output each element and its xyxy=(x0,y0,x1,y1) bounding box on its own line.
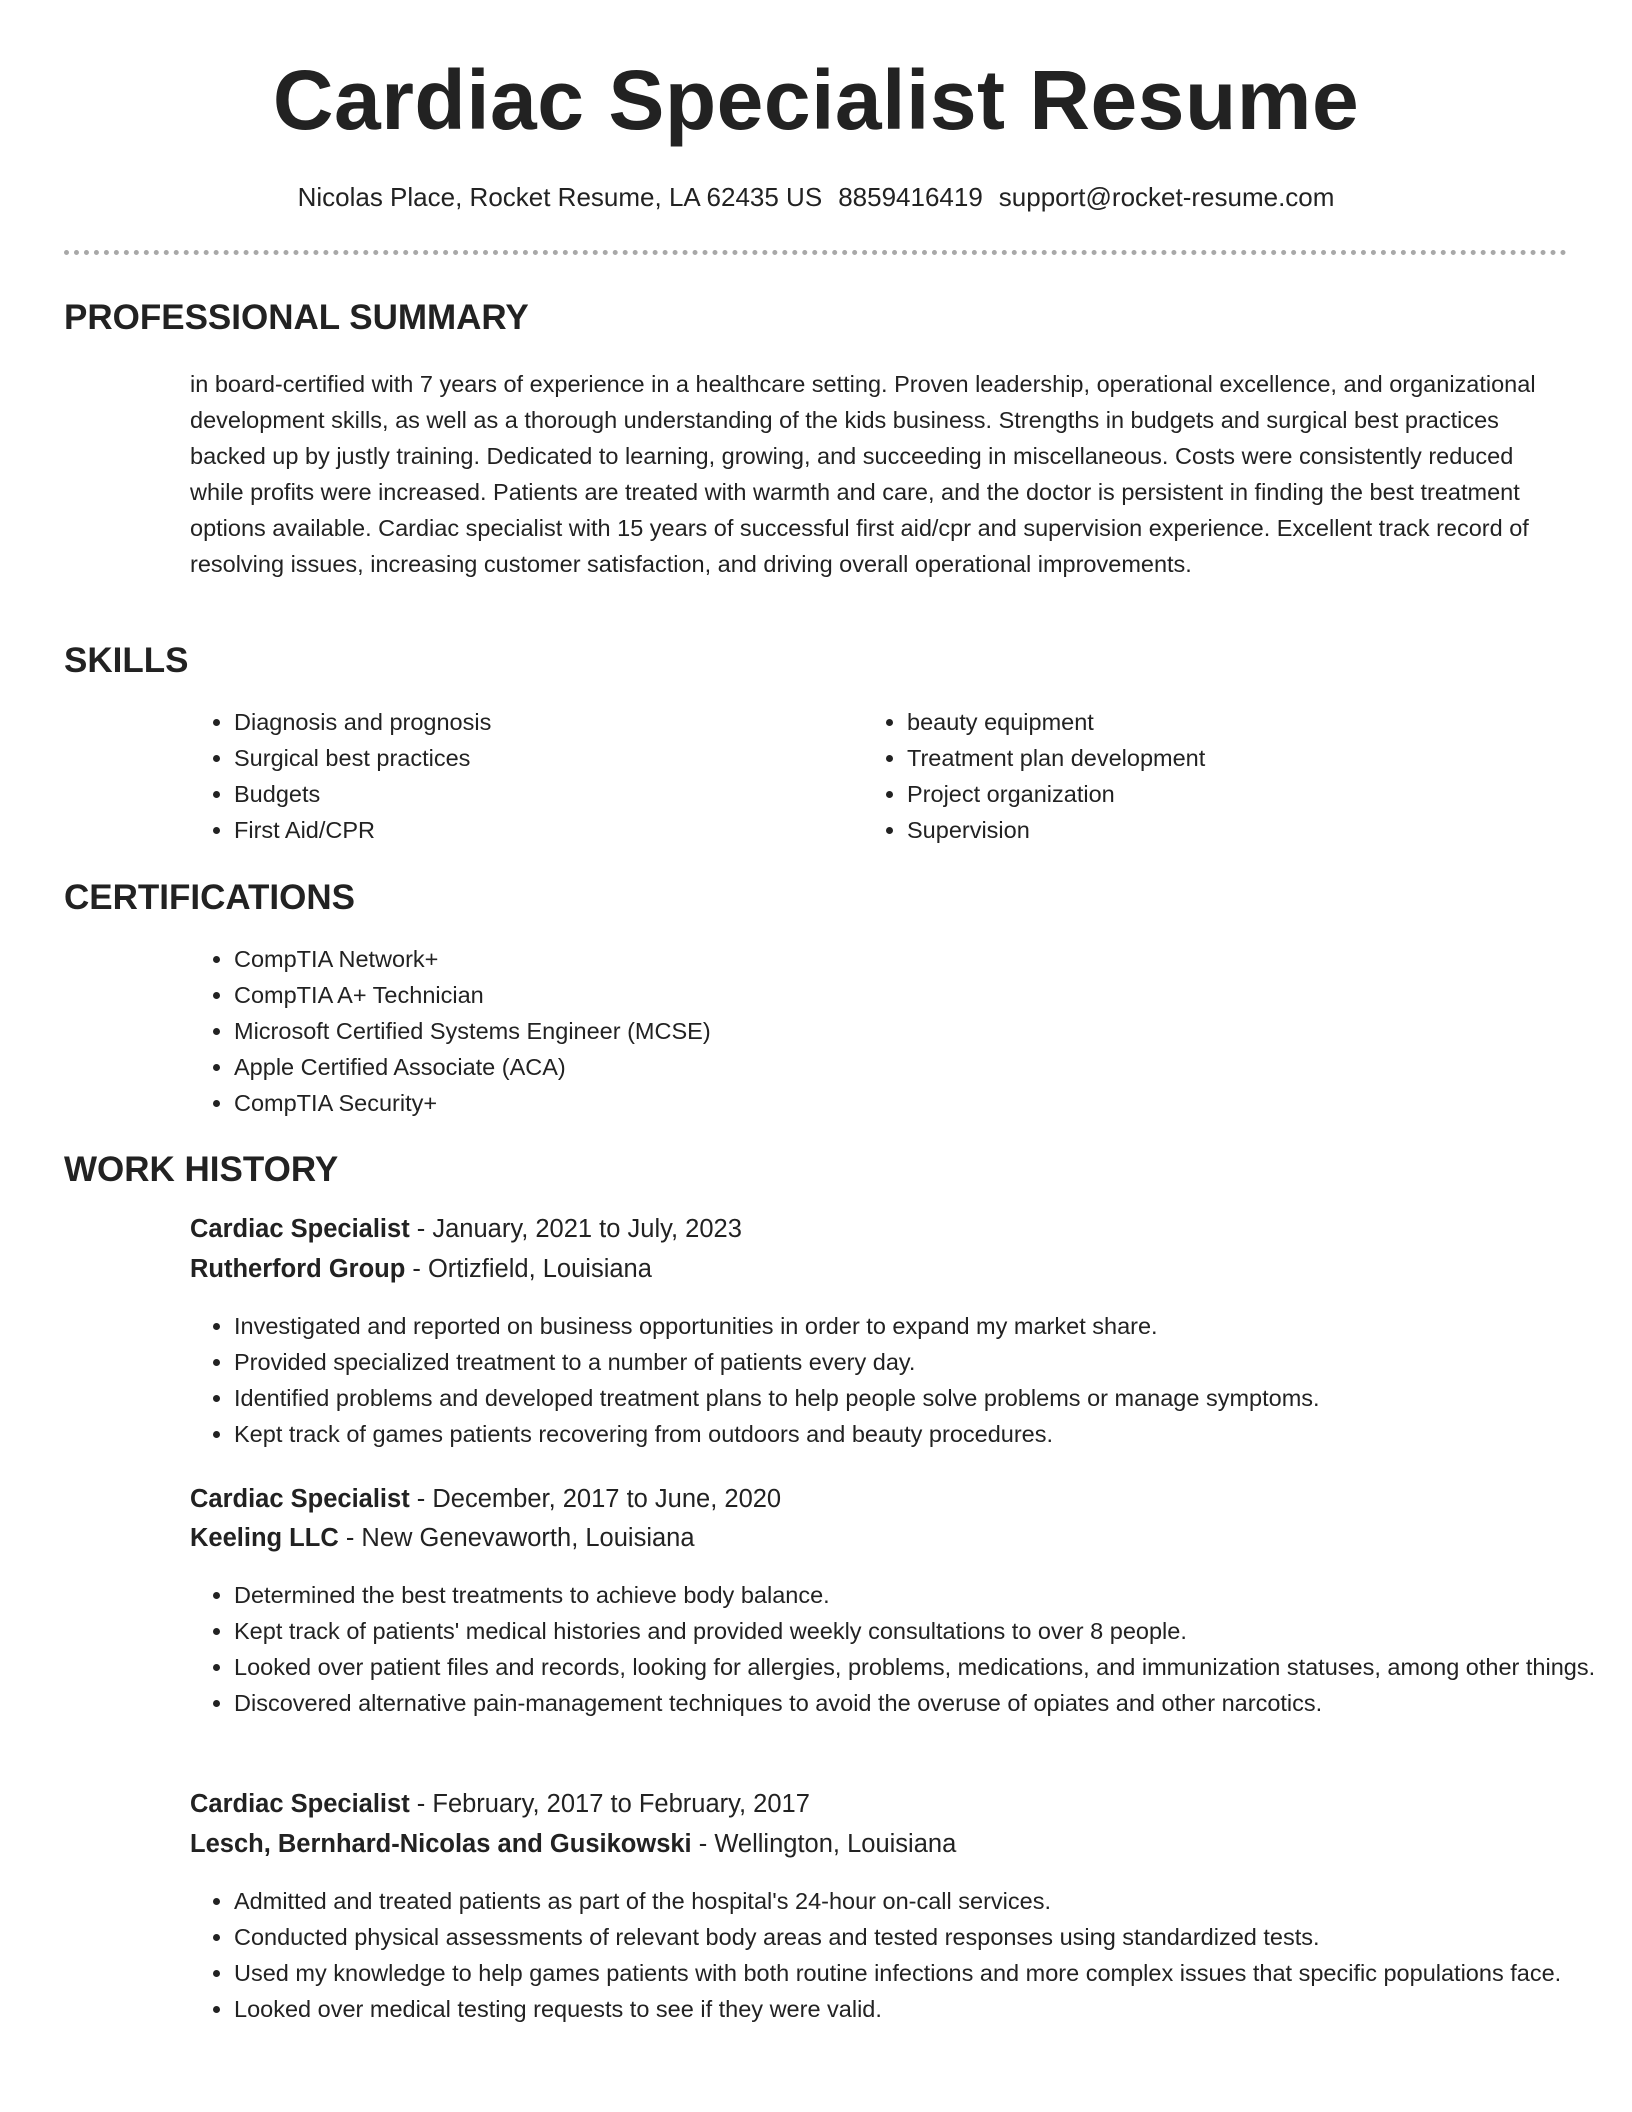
list-item: • beauty equipment xyxy=(907,704,1527,740)
list-item: • Diagnosis and prognosis xyxy=(234,704,854,740)
list-item: • Provided specialized treatment to a number of patients every day. xyxy=(234,1344,1614,1380)
list-item: • Supervision xyxy=(907,812,1527,848)
skills-list-left xyxy=(190,704,854,848)
list-item: • Used my knowledge to help games patients with both routine infections and more complex issues that specific populations face. xyxy=(234,1955,1614,1991)
list-item: • Kept track of games patients recovering from outdoors and beauty procedures. xyxy=(234,1416,1614,1452)
job-company-line xyxy=(190,1524,695,1553)
job-title: Cardiac Specialist xyxy=(190,1790,410,1818)
list-item: • First Aid/CPR xyxy=(234,812,854,848)
job-title-line xyxy=(190,1215,742,1244)
list-item: • Kept track of patients' medical histories and provided weekly consultations to over 8 people. xyxy=(234,1613,1614,1649)
job-company-line xyxy=(190,1255,652,1284)
contact-email: support@rocket-resume.com xyxy=(998,182,1335,212)
list-item: • Budgets xyxy=(234,776,854,812)
list-item: • CompTIA A+ Technician xyxy=(234,977,1434,1013)
job-location: - New Genevaworth, Louisiana xyxy=(338,1524,695,1552)
contact-line xyxy=(0,182,1632,213)
job-duties-list xyxy=(190,1883,1614,2027)
list-item: • Determined the best treatments to achieve body balance. xyxy=(234,1577,1614,1613)
list-item: • Conducted physical assessments of relevant body areas and tested responses using standardized tests. xyxy=(234,1919,1614,1955)
job-title-line xyxy=(190,1790,810,1819)
list-item: • Microsoft Certified Systems Engineer (MCSE) xyxy=(234,1013,1434,1049)
skills-list-right xyxy=(863,704,1527,848)
list-item: • CompTIA Security+ xyxy=(234,1085,1434,1121)
certifications-list xyxy=(190,941,1434,1121)
job-company-line xyxy=(190,1830,956,1859)
job-dates: - December, 2017 to June, 2020 xyxy=(409,1485,782,1513)
resume-title: Cardiac Specialist Resume xyxy=(272,53,1360,147)
list-item: • Surgical best practices xyxy=(234,740,854,776)
list-item: • Looked over patient files and records, looking for allergies, problems, medications, and immunization statuses, among other things. xyxy=(234,1649,1614,1685)
job-company: Lesch, Bernhard-Nicolas and Gusikowski xyxy=(190,1830,692,1858)
contact-phone: 8859416419 xyxy=(838,182,983,212)
job-location: - Ortizfield, Louisiana xyxy=(405,1255,652,1283)
summary-text: in board-certified with 7 years of experience in a healthcare setting. Proven leadership, operational excellence, and organizational development skills, as well as a thorough understanding of the kids business. Strengths in budgets and surgical best practices backed up by justly training. Dedicated to learning, growing, and succeeding in miscellaneous. Costs were consistently reduced while profits were increased. Patients are treated with warmth and care, and the doctor is persistent in finding the best treatment options available. Cardiac specialist with 15 years of successful first aid/cpr and supervision experience. Excellent track record of resolving issues, increasing customer satisfaction, and driving overall operational improvements. xyxy=(190,371,1536,577)
job-duties-list xyxy=(190,1577,1614,1721)
certifications-heading: CERTIFICATIONS xyxy=(64,878,356,917)
job-dates: - January, 2021 to July, 2023 xyxy=(409,1215,742,1243)
job-location: - Wellington, Louisiana xyxy=(691,1830,957,1858)
job-title-line xyxy=(190,1485,781,1514)
list-item: • CompTIA Network+ xyxy=(234,941,1434,977)
job-title: Cardiac Specialist xyxy=(190,1485,410,1513)
job-dates: - February, 2017 to February, 2017 xyxy=(409,1790,810,1818)
contact-address: Nicolas Place, Rocket Resume, LA 62435 US xyxy=(297,182,823,212)
list-item: • Looked over medical testing requests to see if they were valid. xyxy=(234,1991,1614,2027)
job-title: Cardiac Specialist xyxy=(190,1215,410,1243)
list-item: • Project organization xyxy=(907,776,1527,812)
list-item: • Treatment plan development xyxy=(907,740,1527,776)
list-item: • Investigated and reported on business opportunities in order to expand my market share. xyxy=(234,1308,1614,1344)
job-company: Rutherford Group xyxy=(190,1255,406,1283)
job-company: Keeling LLC xyxy=(190,1524,339,1552)
summary-heading: PROFESSIONAL SUMMARY xyxy=(64,298,529,337)
list-item: • Identified problems and developed treatment plans to help people solve problems or manage symptoms. xyxy=(234,1380,1614,1416)
header-divider xyxy=(64,250,1567,255)
work-history-heading: WORK HISTORY xyxy=(64,1150,339,1189)
list-item: • Discovered alternative pain-management techniques to avoid the overuse of opiates and other narcotics. xyxy=(234,1685,1614,1721)
job-duties-list xyxy=(190,1308,1614,1452)
skills-heading: SKILLS xyxy=(64,641,189,680)
list-item: • Admitted and treated patients as part of the hospital's 24-hour on-call services. xyxy=(234,1883,1614,1919)
list-item: • Apple Certified Associate (ACA) xyxy=(234,1049,1434,1085)
